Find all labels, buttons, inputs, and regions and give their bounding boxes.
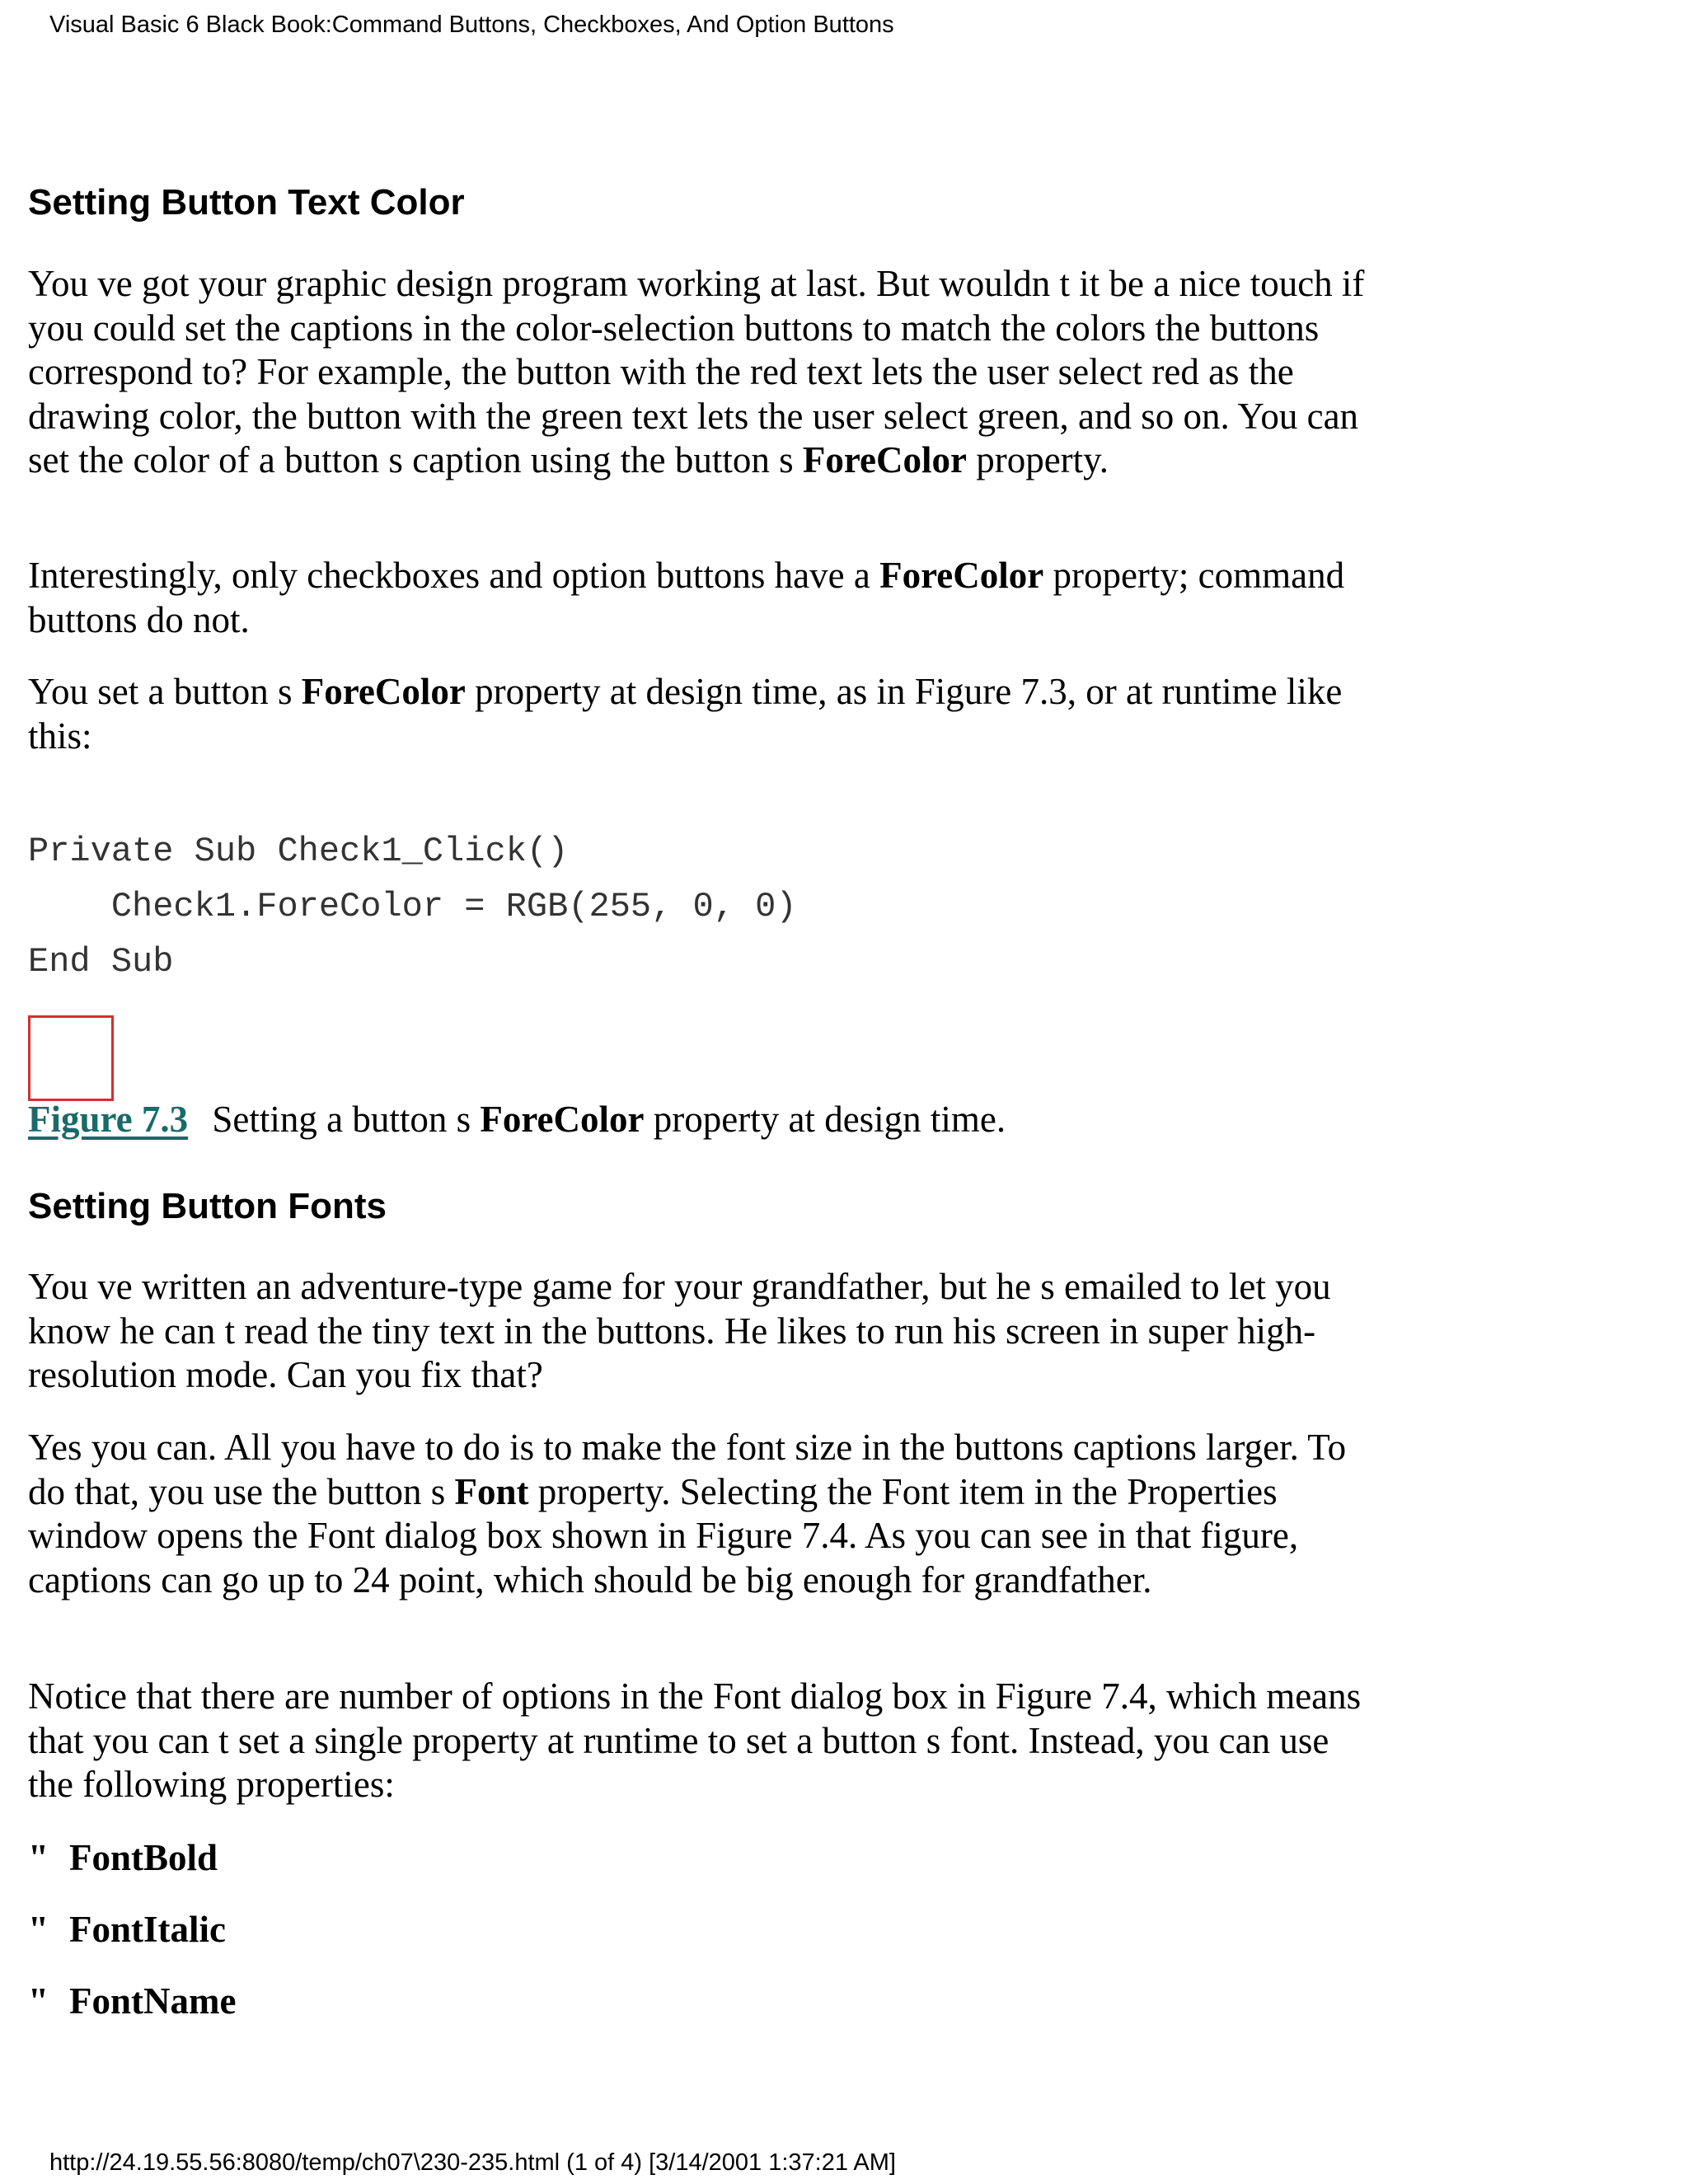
figure-image-placeholder: [28, 1015, 114, 1101]
code-block: [28, 824, 797, 990]
bold-term: ForeColor: [879, 555, 1044, 596]
section-heading-text-color: Setting Button Text Color: [28, 182, 465, 223]
paragraph-runtime-intro: [28, 670, 1380, 758]
code-line: Private Sub Check1_Click(): [28, 832, 569, 871]
bold-term: ForeColor: [802, 439, 967, 480]
bullet-mark: ": [28, 1837, 49, 1878]
text-run: Interestingly, only checkboxes and option buttons have a: [28, 555, 870, 596]
text-run: property.: [976, 439, 1109, 480]
figure-caption: [28, 1096, 1006, 1142]
section-heading-fonts: Setting Button Fonts: [28, 1186, 387, 1226]
page-header: Visual Basic 6 Black Book:Command Buttons, Checkboxes, And Option Buttons: [49, 12, 894, 38]
list-item-label: FontItalic: [69, 1909, 226, 1950]
list-item: [28, 1978, 236, 2024]
text-run: property. Selecting the Font item in the Properties window opens the Font dialog box shown in Figure 7.4. As you can see in that figure, captions can go up to 24 point, which should be big enough for grandfather.: [28, 1470, 1299, 1601]
paragraph-font-property: [28, 1426, 1380, 1602]
text-run: property; command buttons do not.: [28, 555, 1345, 640]
text-run: Yes you can. All you have to do is to make the font size in the buttons captions larger. To do that, you use the button s: [28, 1427, 1347, 1512]
bullet-mark: ": [28, 1909, 49, 1950]
list-item-label: FontName: [69, 1980, 237, 2022]
paragraph-intro-text-color: [28, 262, 1380, 483]
paragraph-forecolor-note: [28, 554, 1380, 642]
bold-term: ForeColor: [301, 671, 466, 712]
code-line: Check1.ForeColor = RGB(255, 0, 0): [28, 887, 797, 926]
figure-link[interactable]: Figure 7.3: [28, 1099, 189, 1140]
text-run: property at design time.: [653, 1099, 1006, 1140]
text-run: Setting a button s: [212, 1099, 471, 1140]
list-item: [28, 1906, 226, 1952]
paragraph-fonts-intro: You ve written an adventure-type game for your grandfather, but he s emailed to let you know he can t read the tiny text in the buttons. He likes to run his screen in super high-resolution mode. Can you fix that?: [28, 1266, 1331, 1395]
paragraph-font-options: Notice that there are number of options in the Font dialog box in Figure 7.4, which means that you can t set a single property at runtime to set a button s font. Instead, you can use the following properties:: [28, 1675, 1362, 1805]
bold-term: Font: [454, 1470, 529, 1512]
text-run: property at design time, as in Figure 7.3, or at runtime like this:: [28, 671, 1343, 757]
bold-term: ForeColor: [480, 1099, 645, 1140]
page-footer: http://24.19.55.56:8080/temp/ch07\230-235.html (1 of 4) [3/14/2001 1:37:21 AM]: [49, 2149, 896, 2176]
list-item: [28, 1835, 218, 1881]
text-run: You ve got your graphic design program working at last. But wouldn t it be a nice touch if you could set the captions in the color-selection buttons to match the colors the buttons correspond to? For example, the button with the red text lets the user select red as the drawing color, the button with the green text lets the user select green, and so on. You can set the color of a button s caption using the button s: [28, 263, 1365, 480]
text-run: You set a button s: [28, 671, 293, 712]
code-line: End Sub: [28, 942, 174, 982]
bullet-mark: ": [28, 1980, 49, 2022]
list-item-label: FontBold: [69, 1837, 218, 1878]
